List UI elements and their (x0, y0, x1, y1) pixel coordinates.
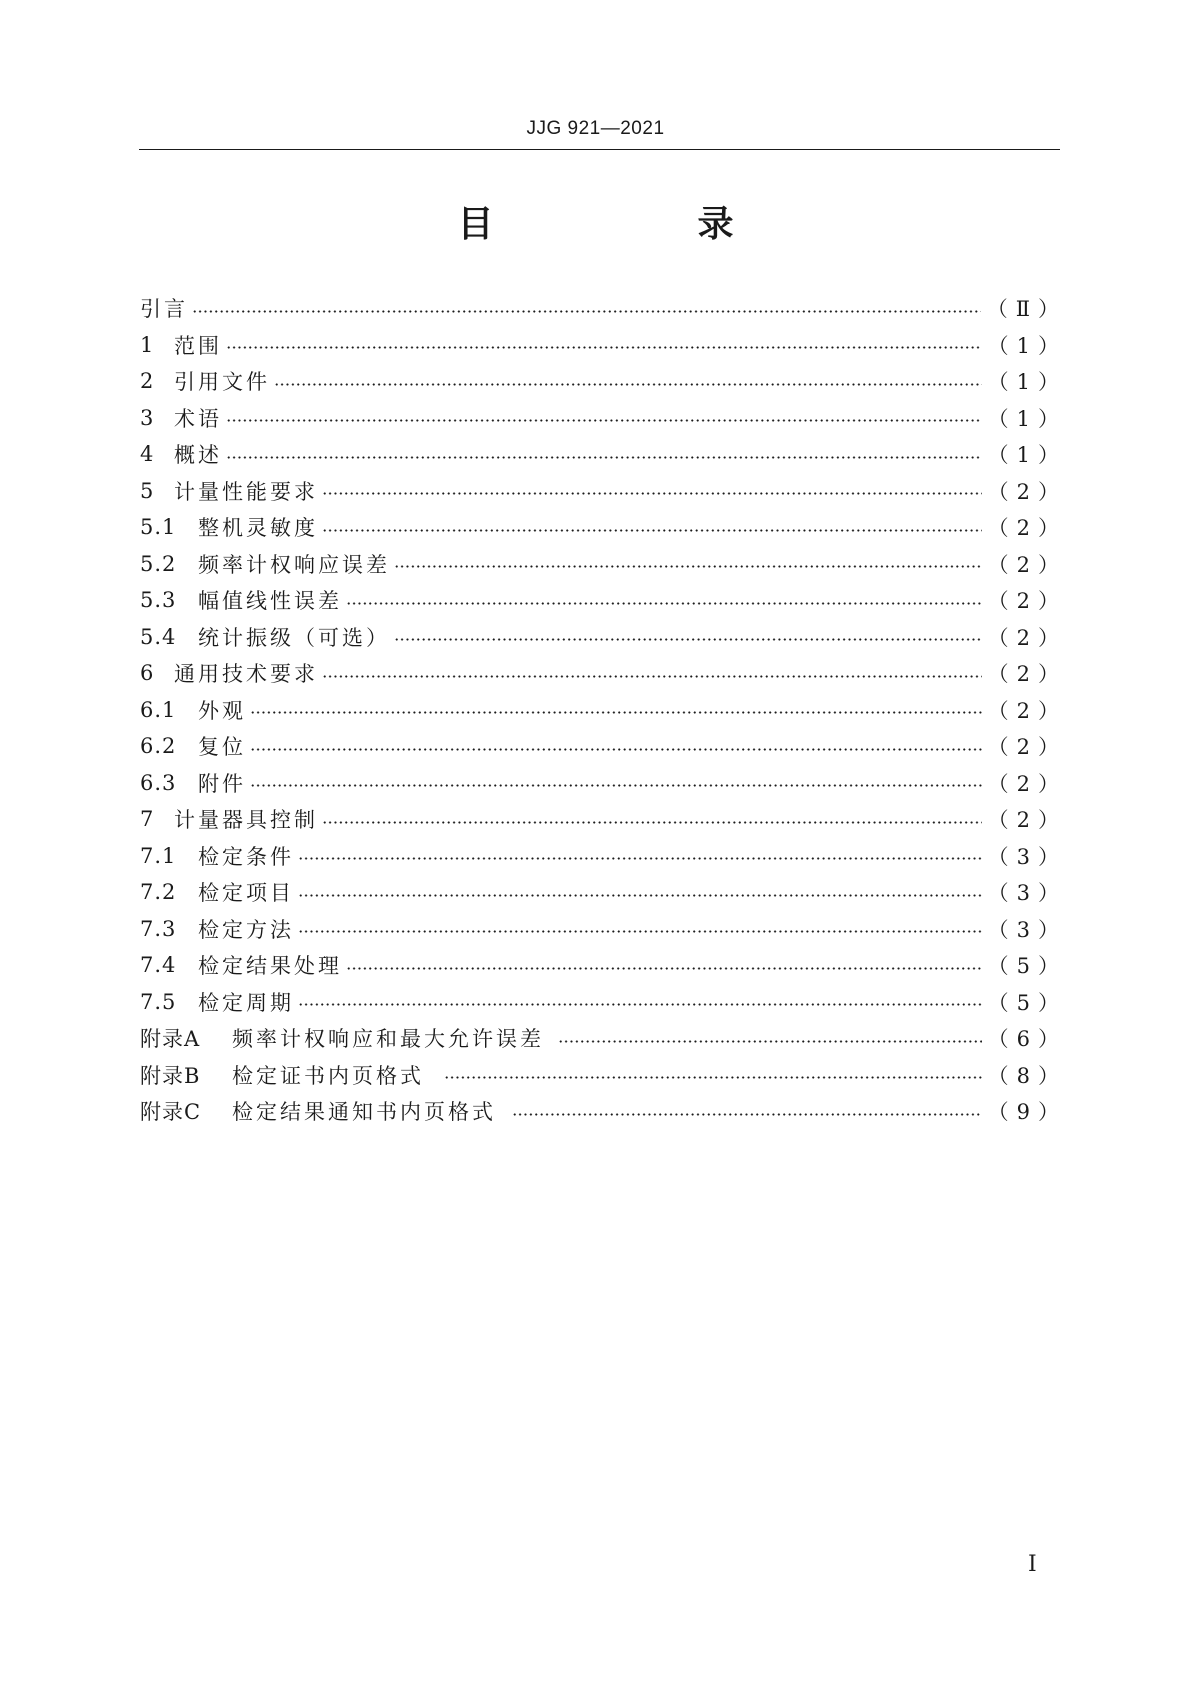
toc-entry-number: 7.1 (140, 843, 177, 868)
toc-entry-number: 5.2 (140, 551, 177, 576)
toc-entry-page: （2） (987, 735, 1067, 760)
toc-leader-dots (394, 638, 982, 641)
toc-entry-page: （2） (987, 625, 1067, 650)
header-divider (139, 149, 1060, 150)
toc-entry-title: 外观 (198, 698, 246, 723)
toc-entry-number: 7.4 (140, 953, 177, 978)
toc-entry-number: 5.1 (140, 515, 177, 540)
toc-entry-page: （3） (987, 881, 1067, 906)
toc-leader-dots (322, 821, 982, 824)
toc-entry-number: 6 (140, 661, 155, 686)
toc-entry[interactable] (140, 874, 1067, 911)
toc-entry[interactable] (140, 363, 1067, 400)
toc-leader-dots (226, 346, 982, 349)
toc-leader-dots (274, 383, 982, 386)
toc-entry[interactable] (140, 436, 1067, 473)
toc-entry-number: 7 (140, 807, 155, 832)
toc-entry[interactable] (140, 400, 1067, 437)
toc-entry-number: 6.1 (140, 697, 177, 722)
toc-leader-dots (250, 784, 982, 787)
toc-entry-number: 7.2 (140, 880, 177, 905)
toc-entry-page: （5） (987, 954, 1067, 979)
toc-entry-page: （9） (987, 1100, 1067, 1125)
toc-entry[interactable] (140, 327, 1067, 364)
toc-entry-number: 6.3 (140, 770, 177, 795)
toc-entry-title: 检定周期 (198, 990, 294, 1015)
toc-leader-dots (322, 529, 982, 532)
toc-entry-page: （6） (987, 1027, 1067, 1052)
toc-entry-page: （2） (987, 808, 1067, 833)
toc-entry-title: 整机灵敏度 (198, 516, 318, 541)
toc-entry-title: 频率计权响应和最大允许误差 (232, 1027, 544, 1052)
toc-entry-page: （2） (987, 516, 1067, 541)
toc-entry[interactable] (140, 1057, 1067, 1094)
toc-entry-page: （Ⅱ） (986, 297, 1067, 322)
toc-entry-number: 附录A (140, 1027, 201, 1052)
toc-entry[interactable] (140, 546, 1067, 583)
toc-entry[interactable] (140, 582, 1067, 619)
toc-leader-dots (250, 748, 982, 751)
toc-leader-dots (346, 602, 982, 605)
toc-entry[interactable] (140, 947, 1067, 984)
toc-leader-dots (322, 492, 982, 495)
toc-entry-number: 附录C (140, 1100, 202, 1125)
toc-entry-title: 检定结果通知书内页格式 (232, 1100, 496, 1125)
toc-entry-number: 5.4 (140, 624, 177, 649)
toc-entry[interactable] (140, 290, 1067, 327)
toc-entry[interactable] (140, 765, 1067, 802)
toc-entry-page: （2） (987, 589, 1067, 614)
toc-leader-dots (298, 1003, 982, 1006)
toc-entry-title: 检定方法 (198, 917, 294, 942)
toc-entry-number: 1 (140, 332, 155, 357)
toc-entry-title: 范围 (174, 333, 222, 358)
page-title: 目 录 (457, 204, 818, 245)
toc-entry-number: 2 (140, 369, 155, 394)
document-code: JJG 921—2021 (526, 118, 665, 139)
toc-entry-title: 幅值线性误差 (198, 589, 342, 614)
toc-entry-title: 复位 (198, 735, 246, 760)
toc-entry[interactable] (140, 984, 1067, 1021)
toc-entry[interactable] (140, 1020, 1067, 1057)
toc-entry[interactable] (140, 801, 1067, 838)
toc-entry[interactable] (140, 619, 1067, 656)
toc-entry-number: 6.2 (140, 734, 177, 759)
page-number: Ⅰ (1028, 1552, 1037, 1577)
toc-entry-title: 附件 (198, 771, 246, 796)
toc-leader-dots (226, 456, 982, 459)
toc-entry[interactable] (140, 728, 1067, 765)
toc-entry-number: 7.3 (140, 916, 177, 941)
toc-entry-title: 频率计权响应误差 (198, 552, 390, 577)
toc-entry[interactable] (140, 655, 1067, 692)
toc-entry-title: 引言 (140, 297, 188, 322)
toc-entry[interactable] (140, 509, 1067, 546)
toc-entry-page: （5） (987, 990, 1067, 1015)
toc-entry[interactable] (140, 1093, 1067, 1130)
toc-leader-dots (394, 565, 982, 568)
toc-entry-title: 引用文件 (174, 370, 270, 395)
toc-entry-title: 检定条件 (198, 844, 294, 869)
toc-leader-dots (298, 930, 982, 933)
toc-leader-dots (322, 675, 982, 678)
toc-entry-page: （2） (987, 552, 1067, 577)
toc-leader-dots (226, 419, 982, 422)
toc-entry-page: （3） (987, 917, 1067, 942)
toc-leader-dots (192, 310, 981, 313)
toc-entry-title: 统计振级（可选） (198, 625, 390, 650)
toc-entry-page: （2） (987, 698, 1067, 723)
toc-entry-page: （1） (987, 443, 1067, 468)
toc-entry-title: 检定证书内页格式 (232, 1063, 424, 1088)
toc-entry-title: 检定结果处理 (198, 954, 342, 979)
toc-entry-page: （1） (987, 333, 1067, 358)
toc-entry-title: 计量器具控制 (174, 808, 318, 833)
toc-entry-title: 概述 (174, 443, 222, 468)
table-of-contents (140, 290, 1067, 1130)
toc-entry[interactable] (140, 838, 1067, 875)
toc-leader-dots (558, 1040, 982, 1043)
toc-entry-number: 4 (140, 442, 155, 467)
toc-leader-dots (346, 967, 982, 970)
toc-entry[interactable] (140, 473, 1067, 510)
toc-leader-dots (298, 894, 982, 897)
toc-entry-title: 通用技术要求 (174, 662, 318, 687)
toc-entry-page: （8） (987, 1063, 1067, 1088)
toc-entry-page: （2） (987, 771, 1067, 796)
toc-entry-title: 检定项目 (198, 881, 294, 906)
toc-entry-page: （1） (987, 370, 1067, 395)
toc-entry-title: 术语 (174, 406, 222, 431)
toc-entry-page: （3） (987, 844, 1067, 869)
toc-leader-dots (512, 1113, 982, 1116)
toc-leader-dots (250, 711, 982, 714)
toc-entry-number: 5 (140, 478, 155, 503)
toc-entry-number: 5.3 (140, 588, 177, 613)
toc-entry-number: 3 (140, 405, 155, 430)
toc-entry-title: 计量性能要求 (174, 479, 318, 504)
toc-leader-dots (444, 1076, 982, 1079)
toc-entry-page: （2） (987, 662, 1067, 687)
toc-entry-page: （1） (987, 406, 1067, 431)
toc-entry[interactable] (140, 692, 1067, 729)
toc-entry-number: 附录B (140, 1063, 201, 1088)
toc-leader-dots (298, 857, 982, 860)
toc-entry-page: （2） (987, 479, 1067, 504)
toc-entry[interactable] (140, 911, 1067, 948)
toc-entry-number: 7.5 (140, 989, 177, 1014)
